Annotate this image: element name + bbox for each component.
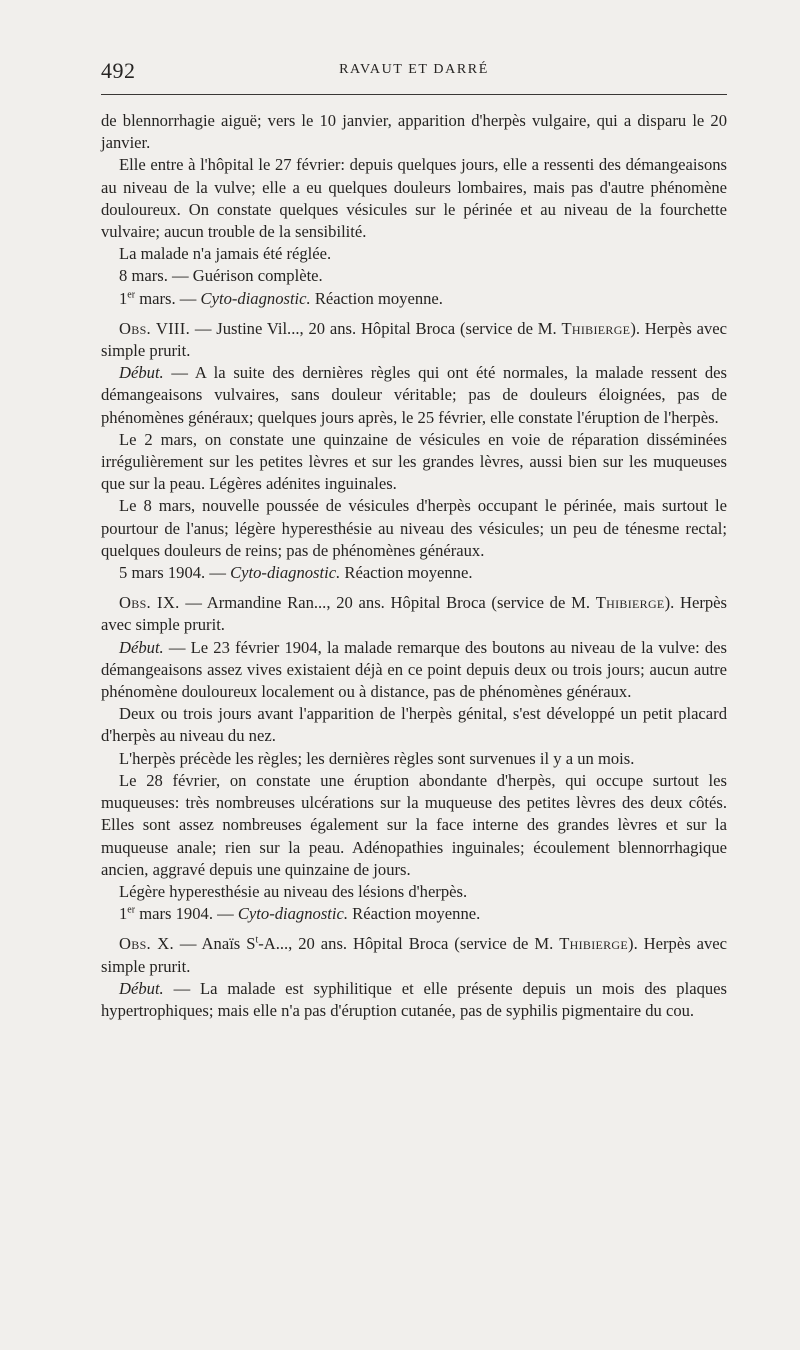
observation-heading: Obs. IX. — Armandine Ran..., 20 ans. Hôpital Broca (service de M. Thibierge). Herpès avec simple prurit. [101, 593, 727, 635]
running-title: RAVAUT ET DARRÉ [339, 62, 489, 77]
observation-heading: Obs. VIII. — Justine Vil..., 20 ans. Hôpital Broca (service de M. Thibierge). Herpès avec simple prurit. [101, 318, 727, 361]
paragraph: Légère hyperesthésie au niveau des lésions d'herpès. [119, 881, 468, 901]
paragraph: 5 mars 1904. — Cyto-diagnostic. Réaction moyenne. [119, 563, 473, 583]
paragraph: Elle entre à l'hôpital le 27 février: depuis quelques jours, elle a ressenti des démangeaisons au niveau de la vulve; elle a eu quelques douleurs lombaires, mais pas d'autre phénomène douloureux. On constate quelques vésicules sur le périnée et au niveau de la fourchette vulvaire; aucun trouble de la sensibilité. [101, 155, 727, 242]
paragraph: Début. — La malade est syphilitique et elle présente depuis un mois des plaques hypertrophiques; mais elle n'a pas d'éruption cutanée, pas de syphilis pigmentaire du cou. [101, 978, 727, 1020]
paragraph: 1er mars 1904. — Cyto-diagnostic. Réaction moyenne. [119, 904, 481, 924]
paragraph: Le 8 mars, nouvelle poussée de vésicules d'herpès occupant le périnée, mais surtout le pourtour de l'anus; légère hyperesthésie au niveau des vésicules; un peu de ténesme rectal; quelques douleurs de reins; pas de phénomènes généraux. [101, 496, 727, 560]
paragraph: Début. — A la suite des dernières règles qui ont été normales, la malade ressent des démangeaisons vulvaires, sans douleur véritable; pas de douleurs éloignées, pas de phénomènes généraux; quelques jours après, le 25 février, elle constate l'éruption de l'herpès. [101, 363, 727, 427]
paragraph: L'herpès précède les règles; les dernières règles sont survenues il y a un mois. [119, 748, 635, 768]
paragraph: de blennorrhagie aiguë; vers le 10 janvier, apparition d'herpès vulgaire, qui a disparu le 20 janvier. [101, 111, 727, 153]
page-header [101, 58, 727, 86]
header-rule [101, 94, 727, 95]
paragraph: La malade n'a jamais été réglée. [119, 244, 332, 264]
paragraph: Deux ou trois jours avant l'apparition de l'herpès génital, s'est développé un petit placard d'herpès au niveau du nez. [101, 704, 727, 746]
observation-label: Obs. IX. [119, 593, 180, 613]
paragraph: Début. — Le 23 février 1904, la malade remarque des boutons au niveau de la vulve: des démangeaisons assez vives existaient déjà en ce point depuis deux ou trois jours; aucun autre phénomène douloureux localement ou à distance, pas de phénomènes généraux. [101, 637, 727, 702]
observation-label: Obs. X. [119, 934, 174, 954]
page-number: 492 [101, 58, 136, 83]
paragraph: Le 2 mars, on constate une quinzaine de vésicules en voie de réparation disséminées irrégulièrement sur les petites lèvres et sur les grandes lèvres, aussi bien sur les muqueuses que sur la peau. Légères adénites inguinales. [101, 429, 727, 494]
observation-heading: Obs. X. — Anaïs $S^t-A$..., 20 ans. Hôpital Broca (service de M. Thibierge). Herpès avec simple prurit. [101, 934, 727, 976]
page-body [101, 110, 727, 1022]
paragraph: 8 mars. — Guérison complète. [119, 266, 323, 286]
paragraph: 1er mars. — Cyto-diagnostic. Réaction moyenne. [119, 288, 443, 308]
paragraph: Le 28 février, on constate une éruption abondante d'herpès, qui occupe surtout les muqueuses: très nombreuses ulcérations sur la muqueuse des petites lèvres des deux côtés. Elles sont assez nombreuses également sur la face interne des grandes lèvres et sur la muqueuse anale; rien sur la peau. Adénopathies inguinales; écoulement blennorrhagique ancien, aggravé depuis une quinzaine de jours. [101, 770, 727, 879]
observation-label: Obs. VIII. [119, 318, 191, 338]
